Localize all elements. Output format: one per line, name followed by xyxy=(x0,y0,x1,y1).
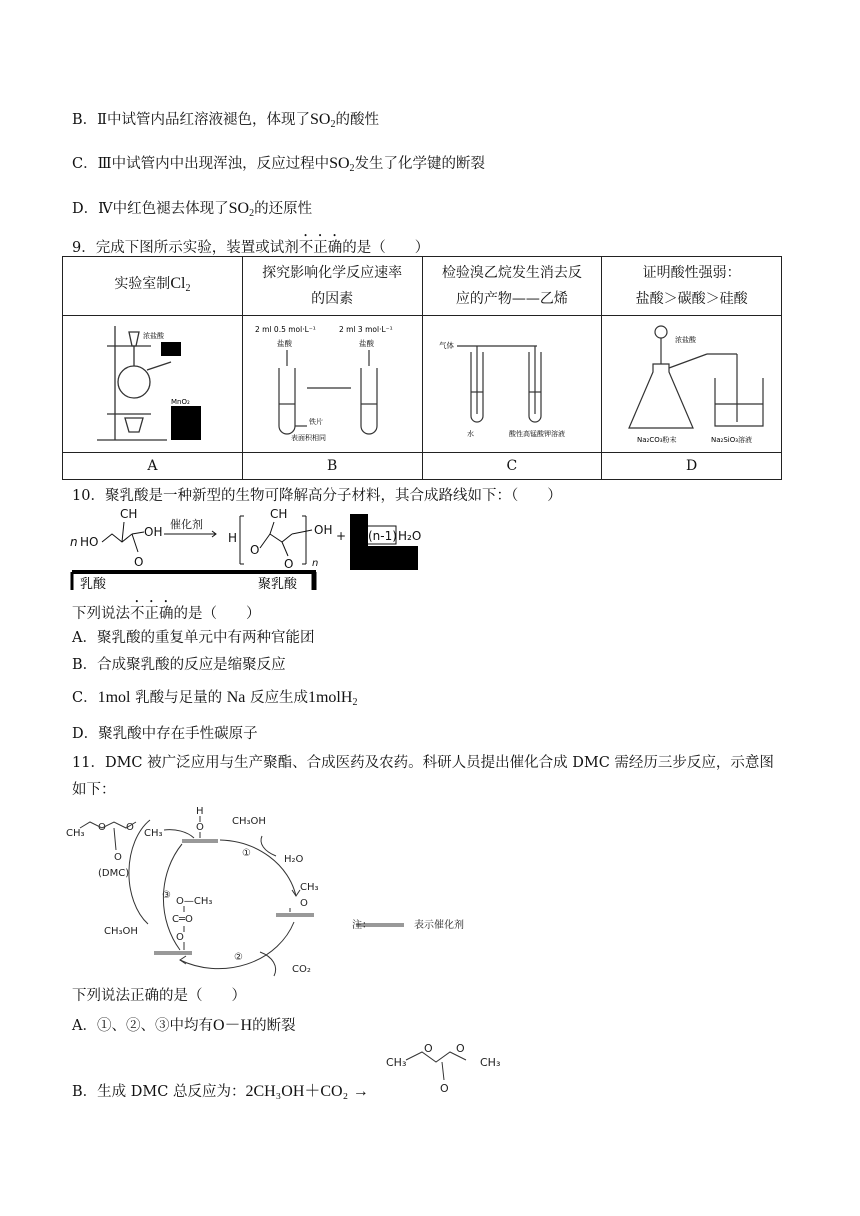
svg-text:O—CH₃: O—CH₃ xyxy=(176,896,213,907)
q9-label-c: C xyxy=(422,453,602,480)
ink-blot xyxy=(358,546,418,570)
svg-text:②: ② xyxy=(234,952,243,963)
svg-text:①: ① xyxy=(242,848,251,859)
q9-header-a: 实验室制$Cl_2$ xyxy=(63,257,243,316)
ink-blot xyxy=(171,406,201,440)
svg-text:注：: 注： xyxy=(352,920,372,931)
q9-label-a: A xyxy=(63,453,243,480)
q9-table xyxy=(62,256,782,480)
svg-text:O: O xyxy=(114,852,122,863)
svg-text:H₂O: H₂O xyxy=(284,854,304,865)
q9-stem: 9．完成下图所示实验，装置或试剂不正确的是（ ） xyxy=(72,240,430,256)
svg-text:O: O xyxy=(424,1042,433,1055)
svg-text:CH₃OH: CH₃OH xyxy=(232,816,266,827)
chlorine-apparatus-figure xyxy=(67,318,237,446)
svg-text:(DMC): (DMC) xyxy=(98,868,130,879)
svg-text:+: + xyxy=(336,529,347,543)
svg-text:n: n xyxy=(70,535,78,549)
q9-figure-c xyxy=(422,316,602,453)
polylactic-acid-scheme xyxy=(68,504,428,594)
q9-label-row xyxy=(63,453,782,480)
svg-text:气体: 气体 xyxy=(438,341,454,350)
svg-text:CO₂: CO₂ xyxy=(292,964,311,975)
svg-text:O: O xyxy=(456,1042,465,1055)
ethylene-test-figure xyxy=(427,318,597,446)
q9-header-c: 检验溴乙烷发生消去反 应的产物——乙烯 xyxy=(422,257,602,316)
svg-text:2 ml 0.5 mol·L⁻¹: 2 ml 0.5 mol·L⁻¹ xyxy=(255,325,316,334)
q11-stem-line1: 11．DMC 被广泛应用与生产聚酯、合成医药及农药。科研人员提出催化合成 DMC 需经历三步反应，示意图 xyxy=(72,755,774,771)
q9-figure-d xyxy=(602,316,782,453)
svg-text:Na₂CO₃粉末: Na₂CO₃粉末 xyxy=(636,436,677,444)
svg-text:CH₃: CH₃ xyxy=(144,828,163,839)
svg-text:O: O xyxy=(98,822,106,833)
q9-label-b: B xyxy=(242,453,422,480)
svg-text:O: O xyxy=(176,932,184,943)
q10-ask: 下列说法不正确的是（ ） xyxy=(72,606,261,622)
svg-text:O: O xyxy=(126,822,134,833)
q9-figure-b xyxy=(242,316,422,453)
svg-text:(n-1): (n-1) xyxy=(368,529,397,543)
reaction-rate-figure xyxy=(247,318,417,446)
q9-header-row xyxy=(63,257,782,316)
svg-text:CH₃: CH₃ xyxy=(300,882,319,893)
q9-figure-a xyxy=(63,316,243,453)
svg-text:H: H xyxy=(196,806,204,817)
svg-text:CH₃: CH₃ xyxy=(480,1056,501,1069)
q9-figure-row xyxy=(63,316,782,453)
svg-text:表示催化剂: 表示催化剂 xyxy=(414,920,464,931)
svg-text:O: O xyxy=(196,822,204,833)
svg-text:盐酸: 盐酸 xyxy=(277,339,293,348)
svg-text:③: ③ xyxy=(162,890,171,901)
svg-text:CH₃: CH₃ xyxy=(66,828,85,839)
dmc-structure-figure xyxy=(384,1040,514,1098)
svg-text:H₂O: H₂O xyxy=(398,529,422,543)
q9-header-b: 探究影响化学反应速率 的因素 xyxy=(242,257,422,316)
q8-option-c: C．Ⅲ中试管内中出现浑浊，反应过程中$SO_2$发生了化学键的断裂 xyxy=(72,155,486,174)
svg-text:乳酸: 乳酸 xyxy=(80,577,107,592)
svg-text:HO: HO xyxy=(80,535,99,549)
svg-text:O: O xyxy=(440,1082,449,1095)
svg-text:MnO₂: MnO₂ xyxy=(171,398,191,406)
svg-text:催化剂: 催化剂 xyxy=(170,518,203,531)
svg-text:CH₃: CH₃ xyxy=(386,1056,407,1069)
svg-text:O: O xyxy=(250,543,260,557)
svg-text:O: O xyxy=(284,557,294,571)
svg-text:OH: OH xyxy=(144,525,163,539)
svg-text:铁片: 铁片 xyxy=(309,418,324,426)
q9-header-d: 证明酸性强弱： 盐酸＞碳酸＞硅酸 xyxy=(602,257,782,316)
dmc-catalytic-cycle-figure xyxy=(64,800,504,980)
svg-text:聚乳酸: 聚乳酸 xyxy=(258,577,298,592)
q11-ask: 下列说法正确的是（ ） xyxy=(72,988,246,1004)
svg-text:H: H xyxy=(228,531,238,545)
svg-text:酸性高锰酸钾溶液: 酸性高锰酸钾溶液 xyxy=(508,430,565,438)
svg-text:表面积相同: 表面积相同 xyxy=(291,434,327,442)
q8-option-b: B．Ⅱ中试管内品红溶液褪色，体现了$SO_2$的酸性 xyxy=(72,111,379,130)
q11-stem-line2: 如下： xyxy=(72,782,116,798)
q10-option-d: D．聚乳酸中存在手性碳原子 xyxy=(72,726,258,742)
q10-option-c: C．1mol 乳酸与足量的 Na 反应生成1molH$_2$ xyxy=(72,689,358,708)
svg-text:O: O xyxy=(134,555,144,569)
svg-text:CH: CH xyxy=(270,507,288,521)
svg-text:浓盐酸: 浓盐酸 xyxy=(143,332,165,340)
svg-text:CH: CH xyxy=(120,507,138,521)
svg-text:2 ml 3 mol·L⁻¹: 2 ml 3 mol·L⁻¹ xyxy=(339,325,393,334)
svg-text:n: n xyxy=(312,558,319,569)
svg-text:盐酸: 盐酸 xyxy=(359,339,375,348)
q10-option-a: A．聚乳酸的重复单元中有两种官能团 xyxy=(72,630,315,646)
q10-stem: 10．聚乳酸是一种新型的生物可降解高分子材料，其合成路线如下：（ ） xyxy=(72,488,562,504)
svg-text:C═O: C═O xyxy=(172,914,193,925)
acid-strength-figure xyxy=(607,318,777,446)
ink-blot xyxy=(161,342,181,356)
q8-option-d: D．Ⅳ中红色褪去体现了$SO_2$的还原性 xyxy=(72,200,313,219)
svg-text:浓盐酸: 浓盐酸 xyxy=(674,336,696,344)
q10-option-b: B．合成聚乳酸的反应是缩聚反应 xyxy=(72,657,286,673)
svg-text:水: 水 xyxy=(466,430,474,438)
svg-text:CH₃OH: CH₃OH xyxy=(104,926,138,937)
q11-option-b: B．生成 DMC 总反应为：2CH₃OH＋CO₂ → xyxy=(72,1083,369,1100)
q9-label-d: D xyxy=(602,453,782,480)
svg-text:OH: OH xyxy=(314,523,333,537)
svg-text:Na₂SiO₃溶液: Na₂SiO₃溶液 xyxy=(710,436,752,444)
q11-option-a: A．①、②、③中均有O－H的断裂 xyxy=(72,1017,296,1034)
svg-text:O: O xyxy=(300,898,308,909)
